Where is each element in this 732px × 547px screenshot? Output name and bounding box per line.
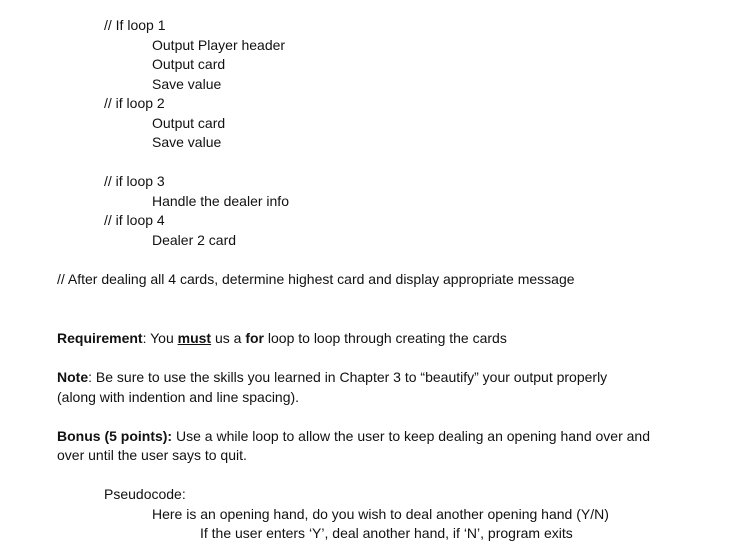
requirement-must: must <box>177 330 212 346</box>
note-line-2: (along with indention and line spacing). <box>57 389 300 405</box>
if-loop-3-comment: // if loop 3 <box>104 173 165 189</box>
if-loop-4-comment: // if loop 4 <box>104 212 165 228</box>
requirement-for: for <box>245 330 264 346</box>
output-card-step-2: Output card <box>152 115 226 131</box>
note-label: Note <box>57 369 89 385</box>
note-line-1 <box>57 368 607 387</box>
bonus-label: Bonus (5 points): <box>57 428 173 444</box>
requirement-text-3: loop to loop through creating the cards <box>264 330 507 346</box>
note-text-1: : Be sure to use the skills you learned in Chapter 3 to “beautify” your output properly <box>88 369 608 385</box>
output-player-header-step: Output Player header <box>152 37 286 53</box>
if-loop-1-comment: // If loop 1 <box>104 17 166 33</box>
pseudocode-exit-line: If the user enters ‘Y’, deal another hand, if ‘N’, program exits <box>200 525 573 541</box>
after-dealing-comment: // After dealing all 4 cards, determine highest card and display appropriate message <box>57 271 575 287</box>
requirement-text-2: us a <box>211 330 246 346</box>
requirement-paragraph <box>57 329 507 348</box>
bonus-line-2: over until the user says to quit. <box>57 447 247 463</box>
save-value-step-1: Save value <box>152 76 222 92</box>
save-value-step-2: Save value <box>152 134 222 150</box>
handle-dealer-info-step: Handle the dealer info <box>152 193 289 209</box>
pseudocode-prompt-line: Here is an opening hand, do you wish to deal another opening hand (Y/N) <box>152 506 609 522</box>
bonus-line-1 <box>57 427 650 446</box>
pseudocode-heading: Pseudocode: <box>104 486 186 502</box>
output-card-step-1: Output card <box>152 56 226 72</box>
requirement-text-1: : You <box>142 330 178 346</box>
requirement-label: Requirement <box>57 330 143 346</box>
bonus-text-1: Use a while loop to allow the user to keep dealing an opening hand over and <box>172 428 650 444</box>
dealer-2-card-step: Dealer 2 card <box>152 232 237 248</box>
if-loop-2-comment: // if loop 2 <box>104 95 165 111</box>
